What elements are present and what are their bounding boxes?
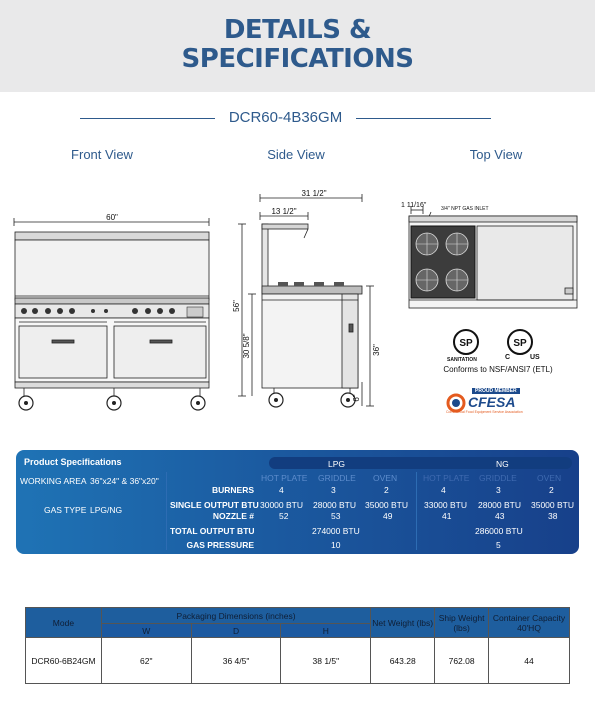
front-view-drawing xyxy=(10,212,215,417)
model-number: DCR60-4B36GM xyxy=(228,109,343,126)
page-header xyxy=(0,0,595,92)
csa-sanitation-logo xyxy=(452,328,480,356)
row-net-weight: 643.28 xyxy=(371,638,435,684)
ng-total-output: 286000 BTU xyxy=(475,526,523,536)
page-title-line1: DETAILS & xyxy=(223,15,372,45)
svg-text:SP: SP xyxy=(459,338,473,349)
ng-burners-oven: 2 xyxy=(549,485,554,495)
row-single-output-label: SINGLE OUTPUT BTU xyxy=(170,500,259,510)
divider-right xyxy=(356,118,491,119)
lpg-col-hot-plate: HOT PLATE xyxy=(261,473,308,483)
lpg-single-griddle: 28000 BTU xyxy=(313,500,356,510)
page-title-line2: SPECIFICATIONS xyxy=(181,44,414,74)
row-nozzle-label: NOZZLE # xyxy=(212,511,254,521)
ng-gas-pressure: 5 xyxy=(496,540,501,550)
h-column-header: H xyxy=(281,624,371,638)
ship-weight-column-header: Ship Weight (lbs) xyxy=(435,608,489,638)
us-label: US xyxy=(530,354,540,361)
side-lower-height-dimension: 30 5/8" xyxy=(242,333,251,359)
fuel-header-bar xyxy=(269,457,572,469)
model-column-header: Mode xyxy=(26,608,102,638)
lpg-gas-pressure: 10 xyxy=(331,540,341,550)
ng-burners-griddle: 3 xyxy=(496,485,501,495)
side-leg-height-dimension: 6" xyxy=(352,394,361,402)
lpg-single-hot-plate: 30000 BTU xyxy=(260,500,303,510)
side-overall-depth-dimension: 31 1/2" xyxy=(301,189,327,198)
csa-c-us-logo xyxy=(506,328,534,356)
lpg-nozzle-oven: 49 xyxy=(383,511,393,521)
spec-divider-1 xyxy=(166,472,167,550)
ng-header: NG xyxy=(496,459,509,469)
ng-burners-hot-plate: 4 xyxy=(441,485,446,495)
container-capacity-column-header: Container Capacity 40'HQ xyxy=(489,608,570,638)
ng-single-oven: 35000 BTU xyxy=(531,500,574,510)
ng-single-hot-plate: 33000 BTU xyxy=(424,500,467,510)
cfesa-logo xyxy=(446,388,546,416)
c-label: C xyxy=(505,354,511,361)
lpg-burners-griddle: 3 xyxy=(331,485,336,495)
nsf-conformance-note: Conforms to NSF/ANSI7 (ETL) xyxy=(443,365,553,374)
row-total-output-label: TOTAL OUTPUT BTU xyxy=(170,526,255,536)
lpg-burners-hot-plate: 4 xyxy=(279,485,284,495)
ng-nozzle-hot-plate: 41 xyxy=(442,511,452,521)
gas-type-label: GAS TYPE xyxy=(44,505,87,515)
side-view-title: Side View xyxy=(267,147,325,162)
packaging-table xyxy=(25,607,570,684)
table-row xyxy=(26,638,570,684)
dimensions-column-header: Packaging Dimensions (inches) xyxy=(101,608,370,624)
cfesa-member-label: PROUD MEMBER xyxy=(472,388,520,394)
table-header-row xyxy=(26,608,570,624)
gas-type-value: LPG/NG xyxy=(90,505,123,515)
row-ship-weight: 762.08 xyxy=(435,638,489,684)
ng-col-hot-plate: HOT PLATE xyxy=(423,473,470,483)
sanitation-label: SANITATION xyxy=(447,357,477,363)
lpg-burners-oven: 2 xyxy=(384,485,389,495)
cfesa-name: CFESA xyxy=(468,394,516,410)
side-work-height-dimension: 36" xyxy=(372,344,381,356)
spec-title: Product Specifications xyxy=(24,457,122,467)
ng-single-griddle: 28000 BTU xyxy=(478,500,521,510)
side-view-drawing xyxy=(222,186,382,416)
row-w: 62" xyxy=(101,638,191,684)
net-weight-column-header: Net Weight (lbs) xyxy=(371,608,435,638)
lpg-header: LPG xyxy=(328,459,346,469)
side-partial-depth-dimension: 13 1/2" xyxy=(271,207,297,216)
svg-text:SP: SP xyxy=(513,338,527,349)
ng-col-griddle: GRIDDLE xyxy=(479,473,517,483)
top-view-drawing xyxy=(395,196,585,314)
product-specifications-panel xyxy=(16,450,579,554)
w-column-header: W xyxy=(101,624,191,638)
working-area-label: WORKING AREA xyxy=(20,476,87,486)
row-model: DCR60-6B24GM xyxy=(26,638,102,684)
lpg-single-oven: 35000 BTU xyxy=(365,500,408,510)
d-column-header: D xyxy=(191,624,281,638)
top-view-title: Top View xyxy=(469,147,523,162)
row-burners-label: BURNERS xyxy=(211,485,254,495)
row-gas-pressure-label: GAS PRESSURE xyxy=(186,540,254,550)
lpg-col-oven: OVEN xyxy=(373,473,398,483)
front-view-title: Front View xyxy=(71,147,133,162)
ng-col-oven: OVEN xyxy=(537,473,562,483)
ng-nozzle-griddle: 43 xyxy=(495,511,505,521)
row-h: 38 1/5" xyxy=(281,638,371,684)
divider-left xyxy=(80,118,215,119)
lpg-nozzle-griddle: 53 xyxy=(331,511,341,521)
row-d: 36 4/5" xyxy=(191,638,281,684)
lpg-col-griddle: GRIDDLE xyxy=(318,473,356,483)
front-width-dimension: 60" xyxy=(106,213,118,222)
model-heading xyxy=(0,108,595,128)
cfesa-subtitle: Commercial Food Equipment Service Association xyxy=(446,410,523,414)
side-overall-height-dimension: 56" xyxy=(232,300,241,312)
lpg-nozzle-hot-plate: 52 xyxy=(279,511,289,521)
lpg-total-output: 274000 BTU xyxy=(312,526,360,536)
top-inlet-label: 3/4" NPT GAS INLET xyxy=(441,206,489,212)
working-area-value: 36"x24" & 36"x20" xyxy=(90,476,159,486)
row-container-capacity: 44 xyxy=(489,638,570,684)
spec-divider-2 xyxy=(416,472,417,550)
ng-nozzle-oven: 38 xyxy=(548,511,558,521)
top-inlet-offset-dimension: 1 11/16" xyxy=(401,202,427,209)
